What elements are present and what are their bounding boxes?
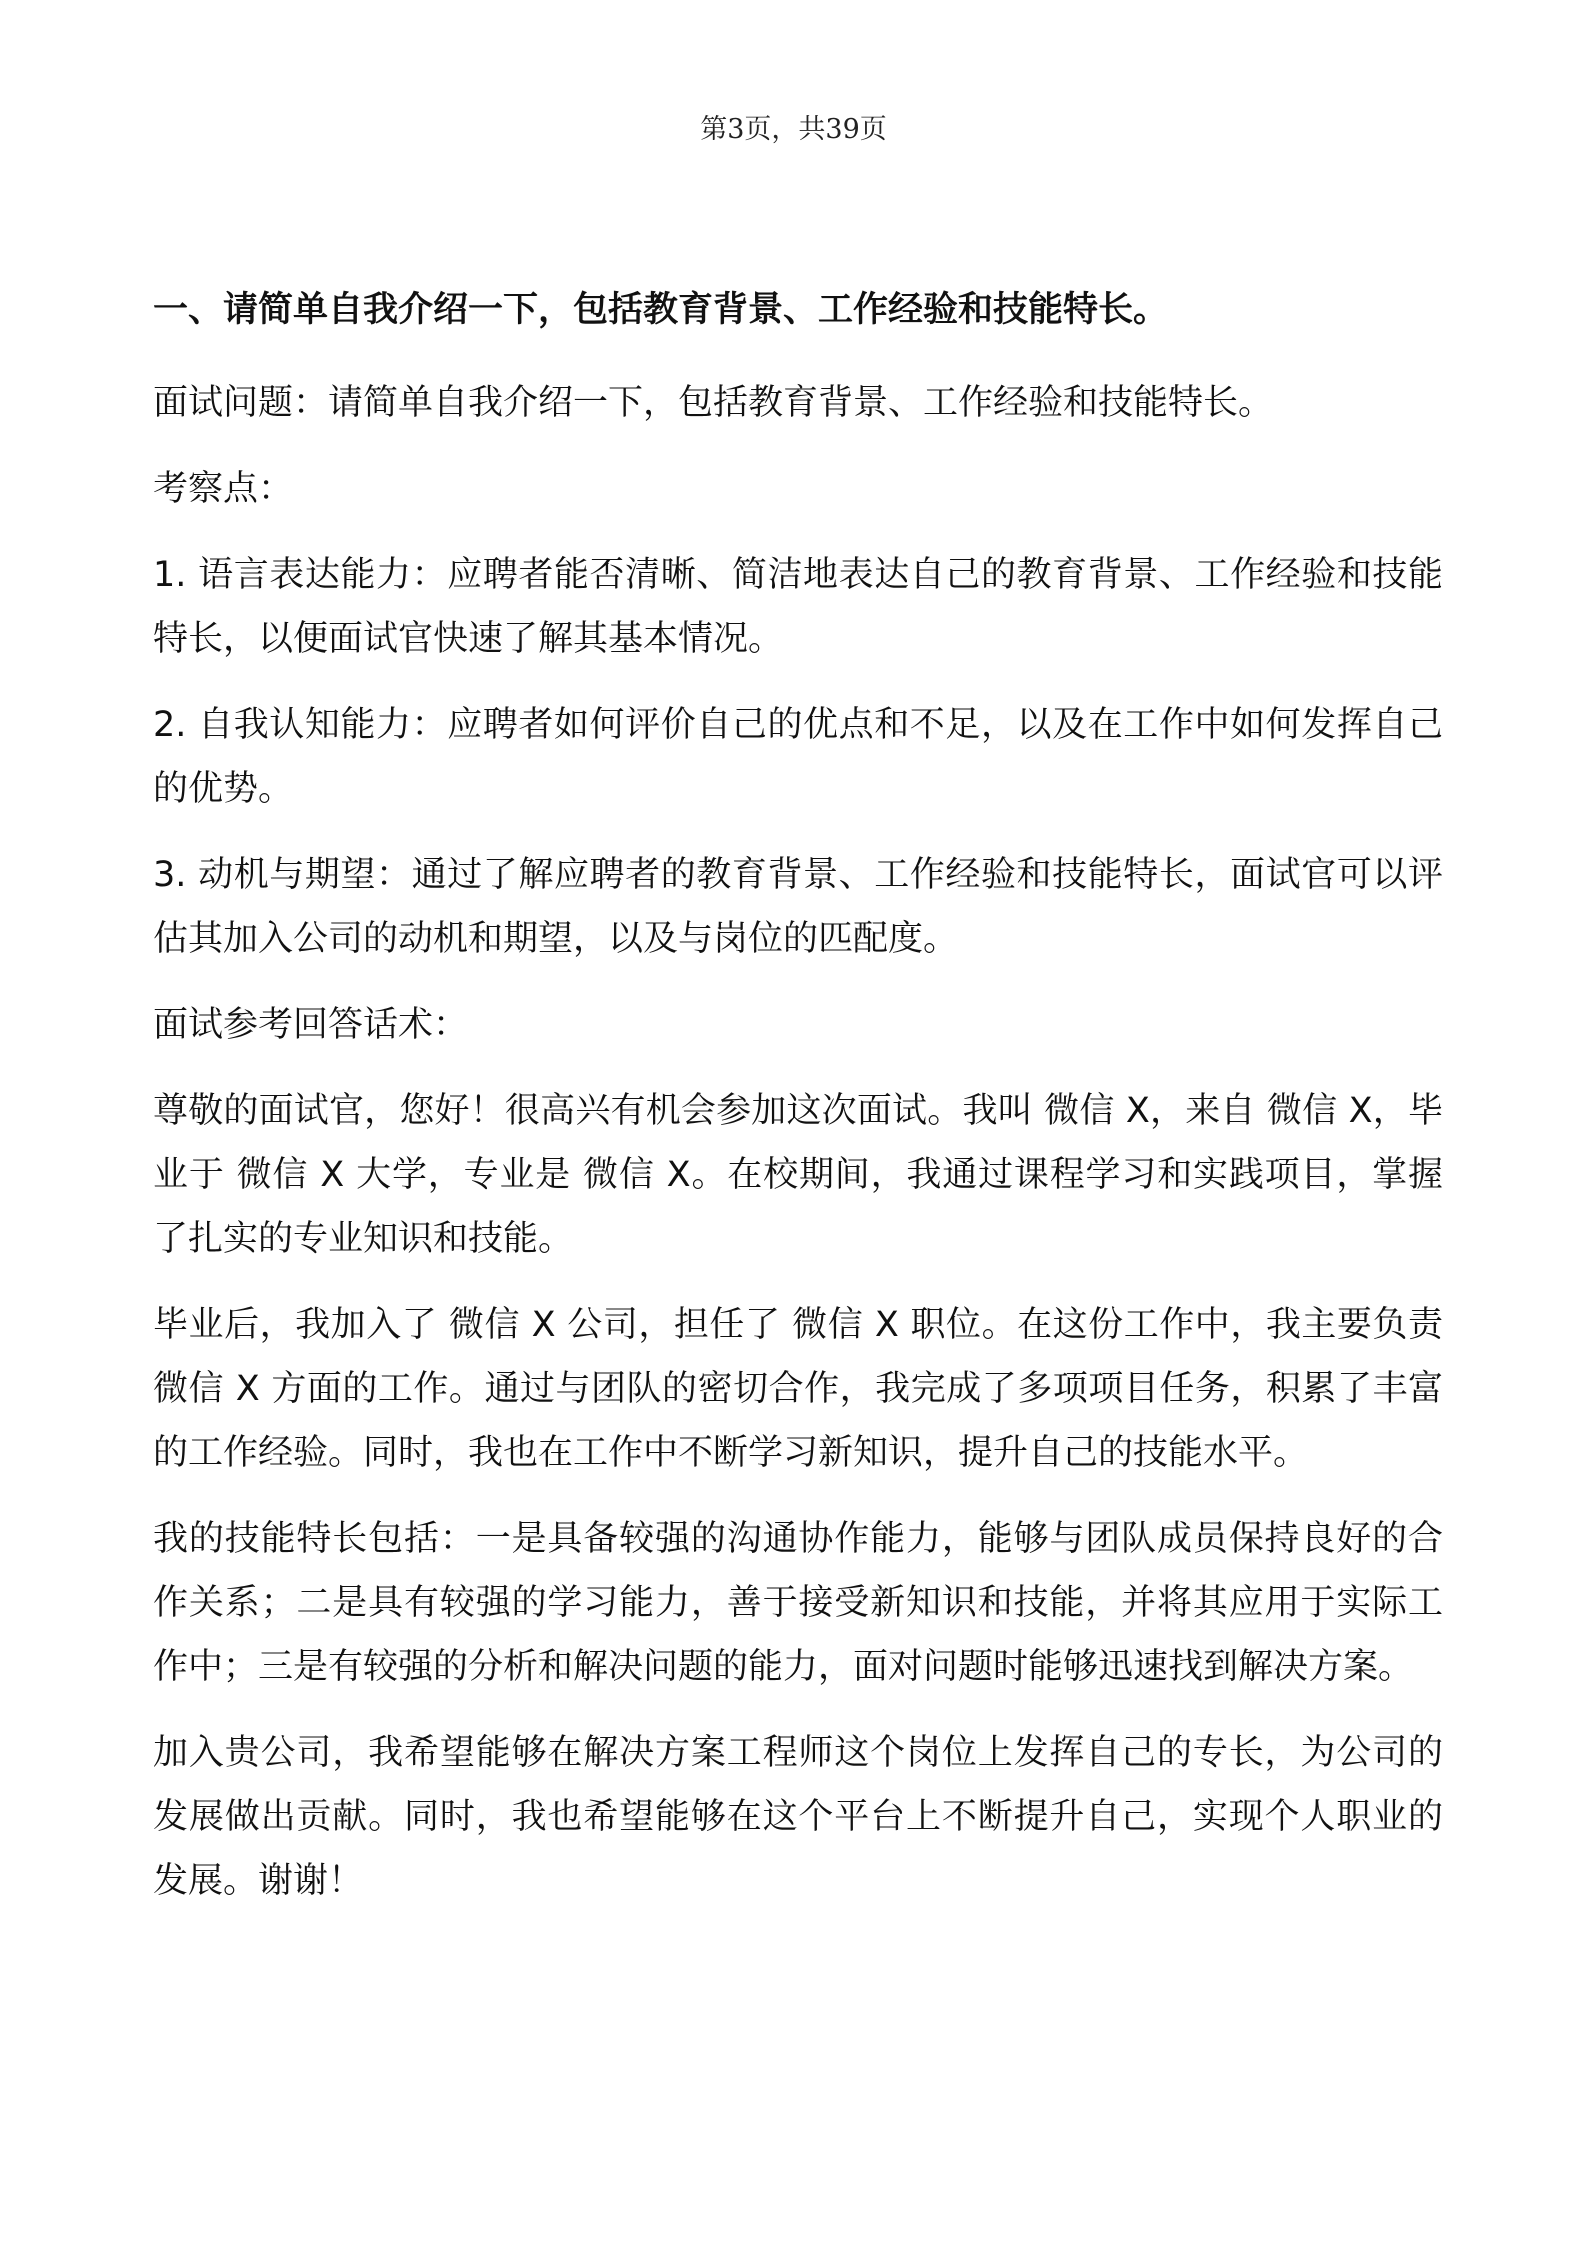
section-heading: 一、请简单自我介绍一下，包括教育背景、工作经验和技能特长。 xyxy=(153,290,1169,330)
answer-paragraph: 我的技能特长包括：一是具备较强的沟通协作能力，能够与团队成员保持良好的合作关系；二是具有较强的学习能力，善于接受新知识和技能，并将其应用于实际工作中；三是有较强的分析和解决问题的能力，面对问题时能够迅速找到解决方案。 xyxy=(153,1519,1443,1687)
focus-point: 2. 自我认知能力：应聘者如何评价自己的优点和不足，以及在工作中如何发挥自己的优势。 xyxy=(153,705,1443,809)
answer-paragraph: 尊敬的面试官，您好！很高兴有机会参加这次面试。我叫 微信 X，来自 微信 X，毕业于 微信 X 大学，专业是 微信 X。在校期间，我通过课程学习和实践项目，掌握了扎实的专业知识和技能。 xyxy=(153,1091,1443,1259)
focus-point: 1. 语言表达能力：应聘者能否清晰、简洁地表达自己的教育背景、工作经验和技能特长，以便面试官快速了解其基本情况。 xyxy=(153,555,1443,659)
answer-paragraph: 加入贵公司，我希望能够在解决方案工程师这个岗位上发挥自己的专长，为公司的发展做出贡献。同时，我也希望能够在这个平台上不断提升自己，实现个人职业的发展。谢谢！ xyxy=(153,1733,1443,1901)
answer-label: 面试参考回答话术： xyxy=(153,1005,469,1045)
focus-label: 考察点： xyxy=(153,469,294,509)
interview-question: 面试问题：请简单自我介绍一下，包括教育背景、工作经验和技能特长。 xyxy=(153,383,1274,423)
answer-paragraph: 毕业后，我加入了 微信 X 公司，担任了 微信 X 职位。在这份工作中，我主要负责 微信 X 方面的工作。通过与团队的密切合作，我完成了多项项目任务，积累了丰富的工作经验。同时，我也在工作中不断学习新知识，提升自己的技能水平。 xyxy=(153,1305,1443,1473)
focus-point: 3. 动机与期望：通过了解应聘者的教育背景、工作经验和技能特长，面试官可以评估其加入公司的动机和期望，以及与岗位的匹配度。 xyxy=(153,855,1443,959)
document-body xyxy=(153,285,1443,1935)
page-indicator: 第3页，共39页 xyxy=(700,114,887,145)
